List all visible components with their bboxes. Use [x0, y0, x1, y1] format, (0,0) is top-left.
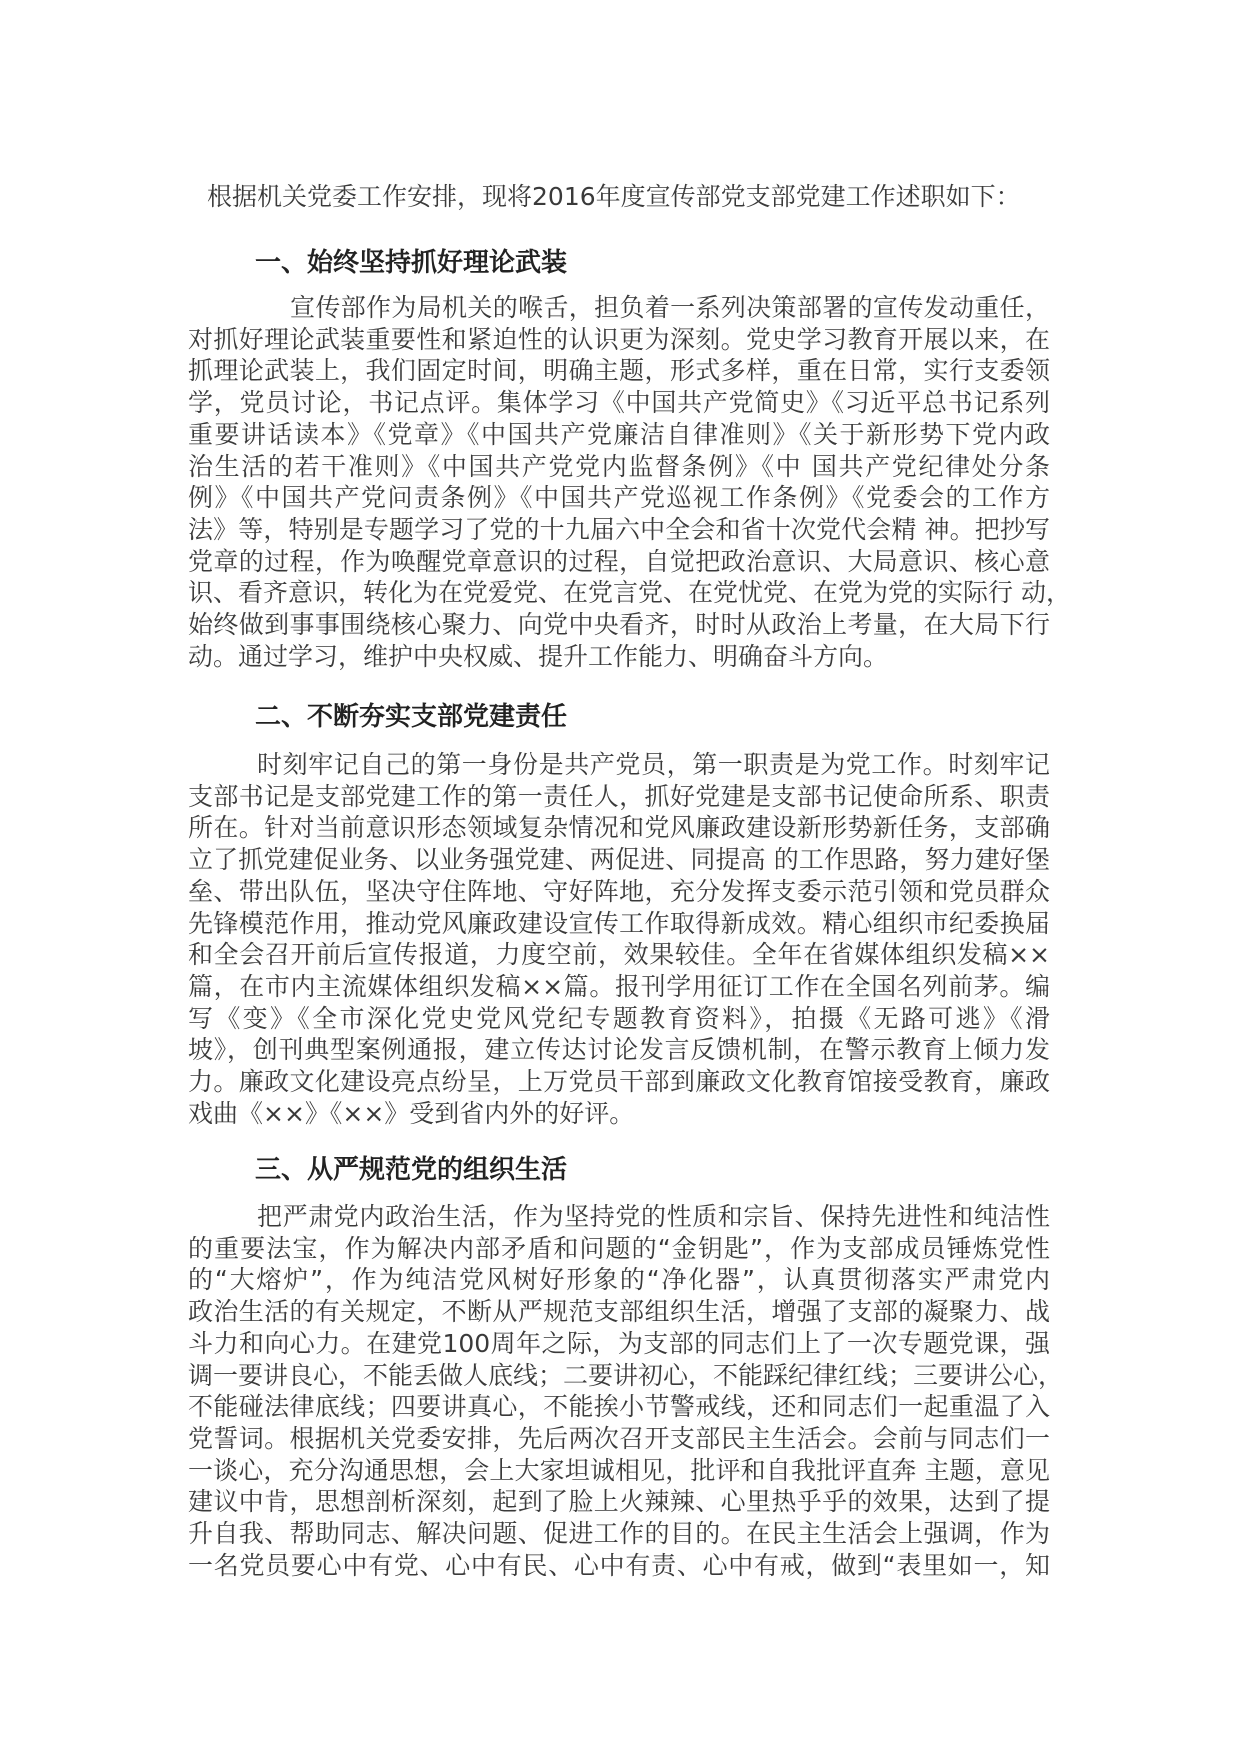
section-heading: 三、从严规范党的组织生活 — [255, 1155, 568, 1185]
section-heading: 一、始终坚持抓好理论武装 — [255, 248, 568, 278]
paragraph-line: 一名党员要心中有党、心中有民、心中有责、心中有戒，做到“表里如一，知 — [188, 1550, 1050, 1580]
paragraph-line: 抓理论武装上，我们固定时间，明确主题，形式多样，重在日常，实行支委领 — [188, 356, 1050, 386]
paragraph-line: 坡》，创刊典型案例通报，建立传达讨论发言反馈机制，在警示教育上倾力发 — [188, 1035, 1050, 1065]
paragraph-line: 调一要讲良心，不能丢做人底线；二要讲初心，不能踩纪律红线；三要讲公心， — [188, 1360, 1064, 1390]
paragraph-line: 始终做到事事围绕核心聚力、向党中央看齐，时时从政治上考量，在大局下行 — [188, 610, 1050, 639]
paragraph-line: 写《变》《全市深化党史党风党纪专题教育资料》，拍摄《无路可逃》《滑 — [188, 1003, 1050, 1033]
paragraph-line: 对抓好理论武装重要性和紧迫性的认识更为深刻。党史学习教育开展以来，在 — [188, 324, 1050, 354]
paragraph-line: 所在。针对当前意识形态领域复杂情况和党风廉政建设新形势新任务，支部确 — [188, 813, 1050, 843]
paragraph-line: 把严肃党内政治生活，作为坚持党的性质和宗旨、保持先进性和纯洁性 — [257, 1202, 1050, 1231]
paragraph-line: 一谈心，充分沟通思想，会上大家坦诚相见，批评和自我批评直奔 主题，意见 — [188, 1455, 1050, 1485]
paragraph-line: 治生活的若干准则》《中国共产党党内监督条例》《中 国共产党纪律处分条 — [188, 451, 1050, 481]
paragraph-line: 的重要法宝，作为解决内部矛盾和问题的“金钥匙”，作为支部成员锤炼党性 — [188, 1233, 1050, 1263]
paragraph-line: 建议中肯，思想剖析深刻，起到了脸上火辣辣、心里热乎乎的效果，达到了提 — [188, 1487, 1050, 1517]
paragraph-line: 例》《中国共产党问责条例》《中国共产党巡视工作条例》《党委会的工作方 — [188, 483, 1050, 513]
paragraph-line: 和全会召开前后宣传报道，力度空前，效果较佳。全年在省媒体组织发稿×× — [188, 940, 1050, 970]
paragraph-line: 先锋模范作用，推动党风廉政建设宣传工作取得新成效。精心组织市纪委换届 — [188, 908, 1050, 938]
paragraph-line: 升自我、帮助同志、解决问题、促进工作的目的。在民主生活会上强调，作为 — [188, 1519, 1050, 1548]
paragraph-line: 重要讲话读本》《党章》《中国共产党廉洁自律准则》《关于新形势下党内政 — [188, 419, 1050, 449]
paragraph-line: 政治生活的有关规定，不断从严规范支部组织生活，增强了支部的凝聚力、战 — [188, 1297, 1050, 1327]
paragraph-line: 垒、带出队伍，坚决守住阵地、守好阵地，充分发挥支委示范引领和党员群众 — [188, 876, 1050, 906]
paragraph-line: 斗力和向心力。在建党100周年之际，为支部的同志们上了一次专题党课，强 — [188, 1328, 1050, 1358]
paragraph-line: 不能碰法律底线；四要讲真心，不能挨小节警戒线，还和同志们一起重温了入 — [188, 1392, 1050, 1422]
paragraph-line: 宣传部作为局机关的喉舌，担负着一系列决策部署的宣传发动重任， — [290, 293, 1050, 322]
intro-text: 根据机关党委工作安排，现将2016年度宣传部党支部党建工作述职如下： — [207, 182, 1021, 211]
paragraph-line: 识、看齐意识，转化为在党爱党、在党言党、在党忧党、在党为党的实际行 动， — [188, 578, 1071, 608]
paragraph-line: 戏曲《××》《××》受到省内外的好评。 — [188, 1098, 635, 1128]
paragraph-line: 支部书记是支部党建工作的第一责任人，抓好党建是支部书记使命所系、职责 — [188, 781, 1050, 811]
paragraph-line: 时刻牢记自己的第一身份是共产党员，第一职责是为党工作。时刻牢记 — [257, 750, 1050, 779]
paragraph-line: 动。通过学习，维护中央权威、提升工作能力、明确奋斗方向。 — [188, 641, 889, 671]
paragraph-line: 的“大熔炉”，作为纯洁党风树好形象的“净化器”，认真贯彻落实严肃党内 — [188, 1265, 1050, 1295]
paragraph-line: 立了抓党建促业务、以业务强党建、两促进、同提高 的工作思路，努力建好堡 — [188, 845, 1050, 875]
paragraph-line: 力。廉政文化建设亮点纷呈，上万党员干部到廉政文化教育馆接受教育，廉政 — [188, 1067, 1050, 1096]
paragraph-line: 篇，在市内主流媒体组织发稿××篇。报刊学用征订工作在全国名列前茅。编 — [188, 971, 1050, 1001]
paragraph-line: 学，党员讨论，书记点评。集体学习《中国共产党简史》《习近平总书记系列 — [188, 388, 1050, 418]
section-heading: 二、不断夯实支部党建责任 — [255, 702, 568, 732]
paragraph-line: 党章的过程，作为唤醒党章意识的过程，自觉把政治意识、大局意识、核心意 — [188, 546, 1050, 576]
paragraph-line: 党誓词。根据机关党委安排，先后两次召开支部民主生活会。会前与同志们一 — [188, 1423, 1050, 1453]
paragraph-line: 法》等，特别是专题学习了党的十九届六中全会和省十次党代会精 神。把抄写 — [188, 514, 1050, 544]
